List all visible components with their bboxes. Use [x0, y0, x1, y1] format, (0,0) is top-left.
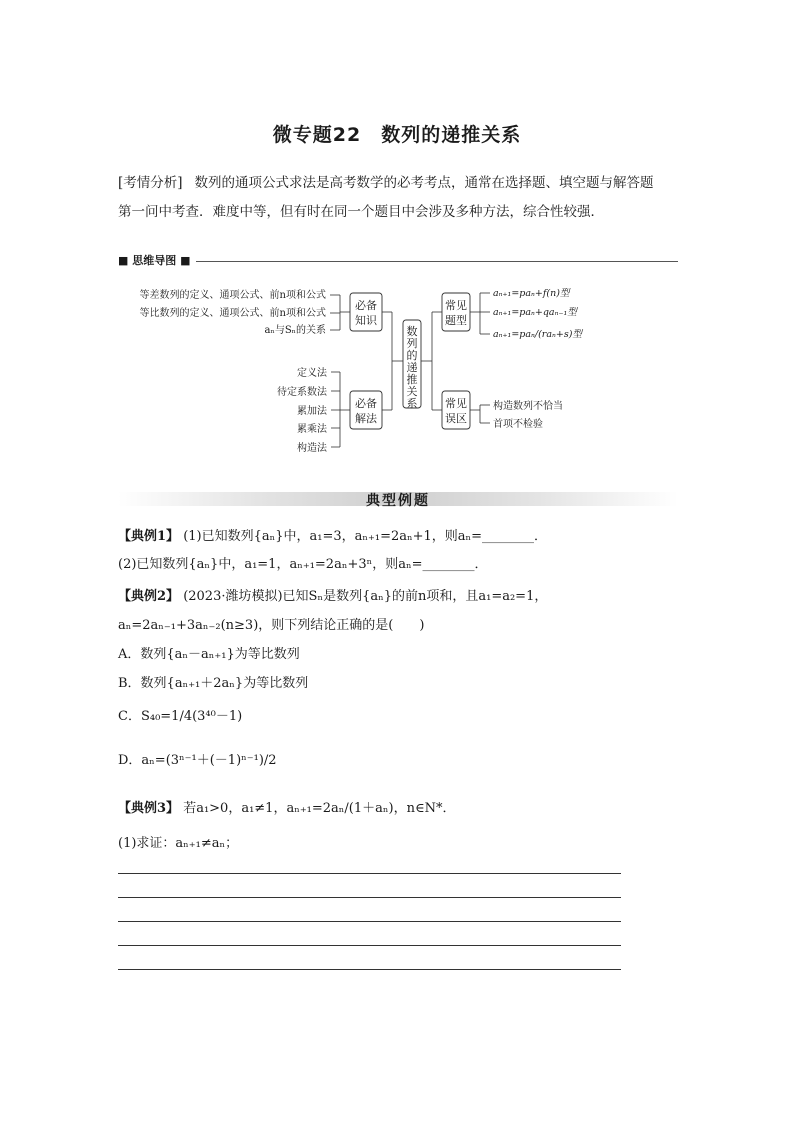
mistake-item: 构造数列不恰当 — [493, 401, 563, 412]
method-item: 构造法 — [297, 443, 327, 454]
center-char: 关 — [406, 385, 418, 398]
answer-line — [118, 945, 621, 946]
option-a: A．数列{aₙ－aₙ₊₁}为等比数列 — [118, 647, 300, 662]
methods-box-label: 解法 — [355, 412, 377, 425]
option-c: C．S₄₀=1/4(3⁴⁰－1) — [118, 709, 243, 724]
mistake-item: 首项不检验 — [493, 419, 543, 430]
methods-box-label: 必备 — [355, 397, 377, 410]
example-2-label: 【典例2】 — [118, 589, 180, 604]
example-3-stem — [118, 800, 455, 818]
example-2-stem-text: (2023·潍坊模拟)已知Sₙ是数列{aₙ}的前n项和，且a₁=a₂=1，aₙ=2aₙ₋₁+3aₙ₋₂(n≥3)，则下列结论正确的是( ) — [118, 589, 548, 633]
types-box-label: 常见 — [445, 299, 467, 312]
answer-line — [118, 897, 621, 898]
option-d: D．aₙ=(3ⁿ⁻¹＋(－1)ⁿ⁻¹)/2 — [118, 753, 277, 768]
example-1-part-2: (2)已知数列{aₙ}中，a₁=1，aₙ₊₁=2aₙ+3ⁿ，则aₙ=________． — [118, 557, 488, 572]
analysis-line-1 — [118, 168, 654, 198]
method-item: 待定系数法 — [277, 387, 327, 398]
method-item: 定义法 — [297, 368, 327, 379]
type-item: aₙ₊₁=paₙ/(raₙ+s)型 — [493, 329, 582, 340]
example-2-stem — [118, 582, 678, 640]
center-char: 推 — [406, 373, 418, 386]
example-1-label: 【典例1】 — [118, 529, 180, 544]
example-1-part-1 — [118, 528, 547, 546]
knowledge-item: 等比数列的定义、通项公式、前n项和公式 — [139, 308, 326, 319]
type-item: aₙ₊₁=paₙ+f(n)型 — [493, 288, 570, 299]
mind-map — [118, 280, 598, 460]
knowledge-item: 等差数列的定义、通项公式、前n项和公式 — [139, 290, 326, 301]
center-char: 系 — [406, 397, 418, 410]
mistakes-box-label: 常见 — [445, 397, 467, 410]
example-3-label: 【典例3】 — [118, 801, 180, 816]
center-char: 递 — [406, 361, 418, 374]
mind-map-header — [118, 252, 678, 270]
answer-line — [118, 921, 621, 922]
mind-map-header-label: ■ 思维导图 ■ — [118, 252, 196, 268]
center-char: 数 — [406, 325, 418, 338]
mind-map-header-rule — [118, 261, 678, 262]
answer-line — [118, 969, 621, 970]
method-item: 累乘法 — [297, 424, 327, 435]
knowledge-box-label: 知识 — [355, 314, 377, 327]
method-item: 累加法 — [297, 406, 327, 417]
example-1-part-1-text: (1)已知数列{aₙ}中，a₁=3，aₙ₊₁=2aₙ+1，则aₙ=________． — [183, 529, 548, 544]
center-char: 的 — [406, 349, 418, 362]
example-3-part-1: (1)求证：aₙ₊₁≠aₙ； — [118, 836, 239, 851]
knowledge-item: aₙ与Sₙ的关系 — [264, 325, 326, 336]
example-3-stem-text: 若a₁>0，a₁≠1，aₙ₊₁=2aₙ/(1＋aₙ)，n∈N*． — [183, 801, 456, 816]
answer-line — [118, 873, 621, 874]
center-char: 列 — [406, 337, 418, 350]
knowledge-box-label: 必备 — [355, 299, 377, 312]
option-b: B．数列{aₙ₊₁＋2aₙ}为等比数列 — [118, 676, 309, 691]
type-item: aₙ₊₁=paₙ+qaₙ₋₁型 — [493, 307, 577, 318]
section-title: 典型例题 — [366, 493, 430, 509]
analysis-text-1: 数列的通项公式求法是高考数学的必考考点，通常在选择题、填空题与解答题 — [194, 175, 654, 191]
section-header — [118, 490, 678, 510]
mistakes-box-label: 误区 — [445, 412, 467, 425]
page-title: 微专题22 数列的递推关系 — [272, 124, 522, 146]
analysis-tag: [考情分析] — [118, 175, 183, 191]
types-box-label: 题型 — [445, 314, 467, 327]
analysis-line-2: 第一问中考查．难度中等，但有时在同一个题目中会涉及多种方法，综合性较强． — [118, 204, 604, 220]
